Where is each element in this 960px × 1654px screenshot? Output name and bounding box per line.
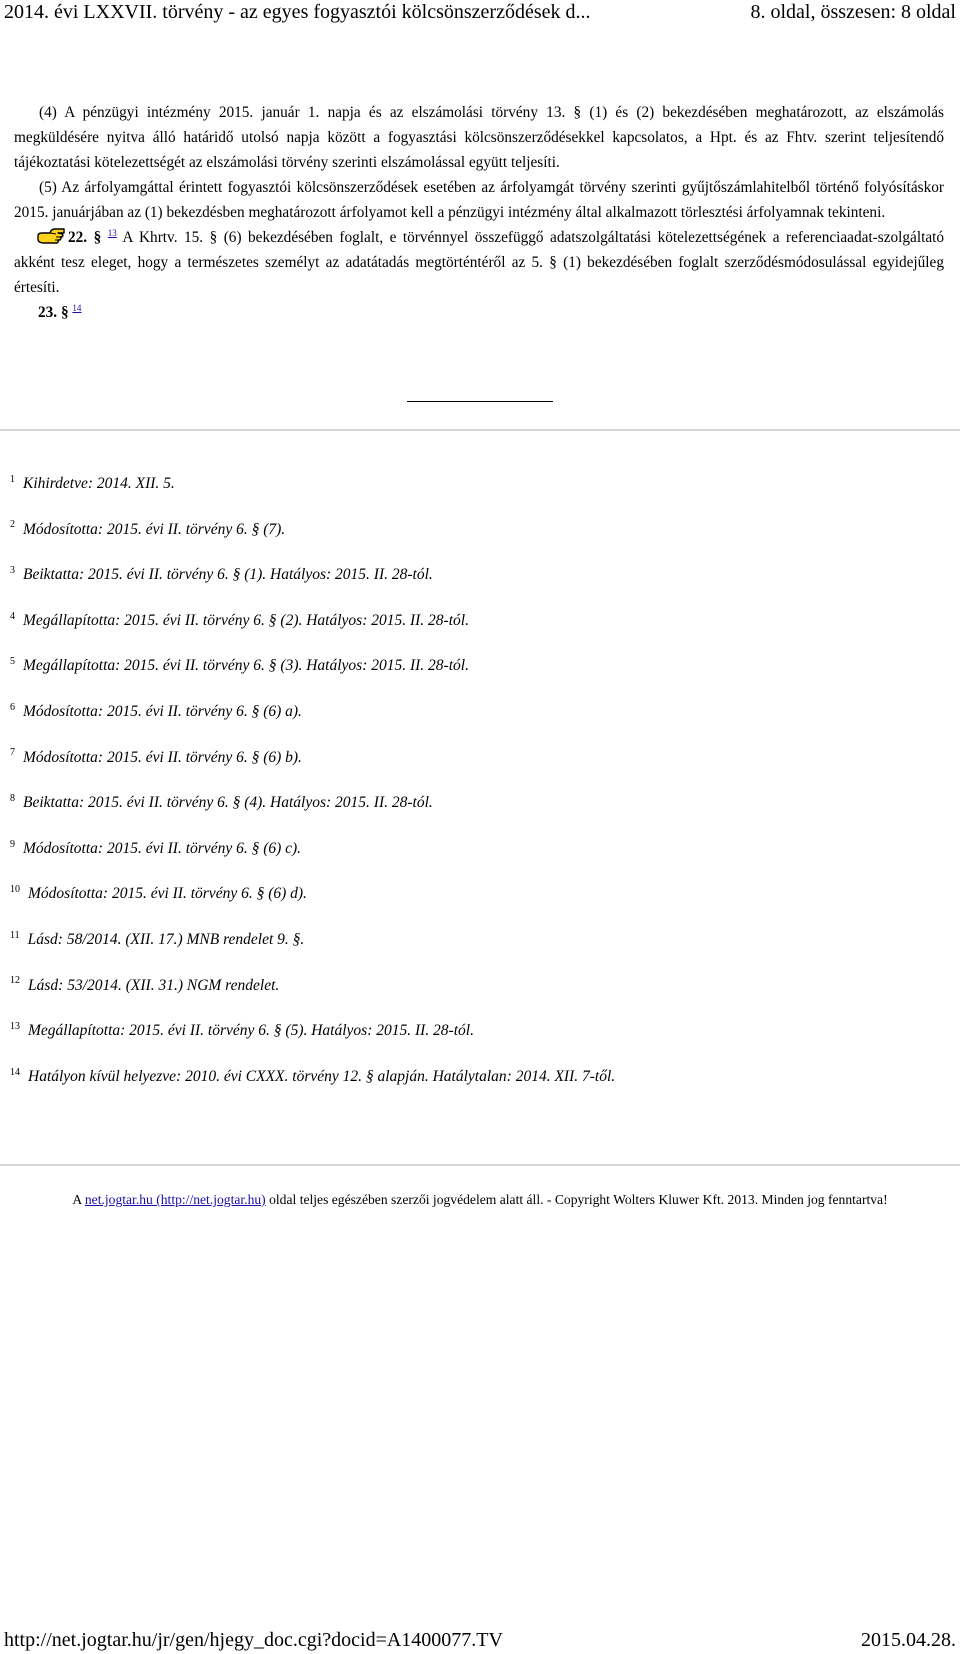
section-23-number: 23. §	[38, 304, 69, 321]
footnote-number: 2	[10, 519, 15, 531]
footnote-text: Hatályon kívül helyezve: 2010. évi CXXX. törvény 12. § alapján. Hatálytalan: 2014. XII. 7-től.	[28, 1067, 616, 1085]
footnote-text: Módosította: 2015. évi II. törvény 6. § (6) b).	[23, 748, 302, 766]
footnote-separator	[407, 401, 553, 402]
footnote-number: 1	[10, 473, 15, 485]
pointing-hand-icon	[36, 227, 66, 247]
footnote-11	[10, 930, 304, 950]
section-22-number: 22. §	[68, 229, 102, 246]
footnote-text: Beiktatta: 2015. évi II. törvény 6. § (1). Hatályos: 2015. II. 28-tól.	[23, 566, 433, 584]
footnote-text: Megállapította: 2015. évi II. törvény 6. § (5). Hatályos: 2015. II. 28-tól.	[28, 1022, 474, 1040]
footnote-number: 6	[10, 701, 15, 713]
footnote-number: 14	[10, 1066, 20, 1078]
footnote-9	[10, 839, 301, 859]
footnote-text: Megállapította: 2015. évi II. törvény 6. § (3). Hatályos: 2015. II. 28-tól.	[23, 657, 469, 675]
footnote-number: 10	[10, 884, 20, 896]
section-22-text: A Khrtv. 15. § (6) bekezdésében foglalt, e törvénnyel összefüggő adatszolgáltatási kötelezettségének a referenciaadat-szolgáltató akként tesz eleget, hogy a természetes személyt az adatátadás megtörténtéről az 5. § (1) bekezdésében foglalt szerződésmódosulással egyidejűleg értesíti.	[14, 229, 945, 296]
section-23	[38, 300, 944, 325]
footnote-10	[10, 884, 307, 904]
copyright-notice	[20, 1187, 940, 1212]
divider-line	[0, 429, 960, 431]
footnote-text: Beiktatta: 2015. évi II. törvény 6. § (4). Hatályos: 2015. II. 28-tól.	[23, 794, 433, 812]
footnote-number: 4	[10, 610, 15, 622]
footnote-3	[10, 565, 433, 585]
footnote-ref-14[interactable]: 14	[72, 302, 82, 313]
footer-url: http://net.jogtar.hu/jr/gen/hjegy_doc.cgi?docid=A1400077.TV	[4, 1629, 503, 1651]
main-text	[14, 100, 944, 325]
footnote-number: 12	[10, 975, 20, 987]
footnote-4	[10, 611, 469, 631]
footnote-text: Lásd: 58/2014. (XII. 17.) MNB rendelet 9. §.	[27, 931, 305, 948]
header-document-title: 2014. évi LXXVII. törvény - az egyes fogyasztói kölcsönszerződések d...	[4, 1, 591, 23]
footnote-8	[10, 793, 433, 813]
divider-line	[0, 1164, 960, 1166]
footnote-text: Lásd: 53/2014. (XII. 31.) NGM rendelet.	[28, 976, 280, 994]
footnote-text: Módosította: 2015. évi II. törvény 6. § (6) a).	[23, 703, 302, 720]
copyright-prefix: A	[72, 1192, 82, 1207]
footnote-text: Módosította: 2015. évi II. törvény 6. § (6) c).	[23, 839, 302, 857]
footnote-number: 11	[10, 929, 20, 941]
footnote-5	[10, 656, 469, 676]
footnote-7	[10, 748, 302, 768]
footnote-text: Módosította: 2015. évi II. törvény 6. § (6) d).	[28, 885, 307, 903]
section-22	[14, 225, 944, 300]
footnote-text: Kihirdetve: 2014. XII. 5.	[23, 475, 175, 492]
footer-date: 2015.04.28.	[861, 1629, 956, 1651]
footnote-1	[10, 474, 175, 494]
jogtar-link[interactable]: net.jogtar.hu (http://net.jogtar.hu)	[84, 1192, 266, 1207]
footnote-12	[10, 976, 279, 996]
paragraph-5: (5) Az árfolyamgáttal érintett fogyasztói kölcsönszerződések esetében az árfolyamgát törvény szerinti gyűjtőszámlahitelből történő folyósításkor 2015. januárjában az (1) bekezdésben meghatározott árfolyamot kell a pénzügyi intézmény által alkalmazott törlesztési árfolyamnak tekinteni.	[14, 179, 944, 221]
footnote-number: 8	[10, 793, 15, 805]
footnote-number: 9	[10, 838, 15, 850]
header-page-info: 8. oldal, összesen: 8 oldal	[750, 1, 956, 23]
footnote-text: Módosította: 2015. évi II. törvény 6. § (7).	[23, 520, 286, 538]
footnote-number: 3	[10, 565, 15, 577]
footnote-number: 5	[10, 656, 15, 668]
footnote-ref-13[interactable]: 13	[107, 227, 117, 238]
paragraph-4: (4) A pénzügyi intézmény 2015. január 1. napja és az elszámolási törvény 13. § (1) és (2) bekezdésében meghatározott, az elszámolás megküldésére nyitva álló határidő utolsó napja között a fogyasztási kölcsönszerződésekkel kapcsolatos, a Hpt. és az Fhtv. szerint teljesítendő tájékoztatási kötelezettségét az elszámolási törvény szerinti elszámolással együtt teljesíti.	[14, 104, 944, 171]
footnote-number: 13	[10, 1021, 20, 1033]
footnote-2	[10, 520, 285, 540]
footnote-number: 7	[10, 747, 15, 759]
footnote-text: Megállapította: 2015. évi II. törvény 6. § (2). Hatályos: 2015. II. 28-tól.	[23, 611, 469, 629]
copyright-text: oldal teljes egészében szerzői jogvédelem alatt áll. - Copyright Wolters Kluwer Kft. 2013. Minden jog fenntartva!	[269, 1192, 888, 1207]
footnote-6	[10, 702, 302, 722]
footnote-13	[10, 1021, 474, 1041]
footnote-14	[10, 1067, 615, 1087]
